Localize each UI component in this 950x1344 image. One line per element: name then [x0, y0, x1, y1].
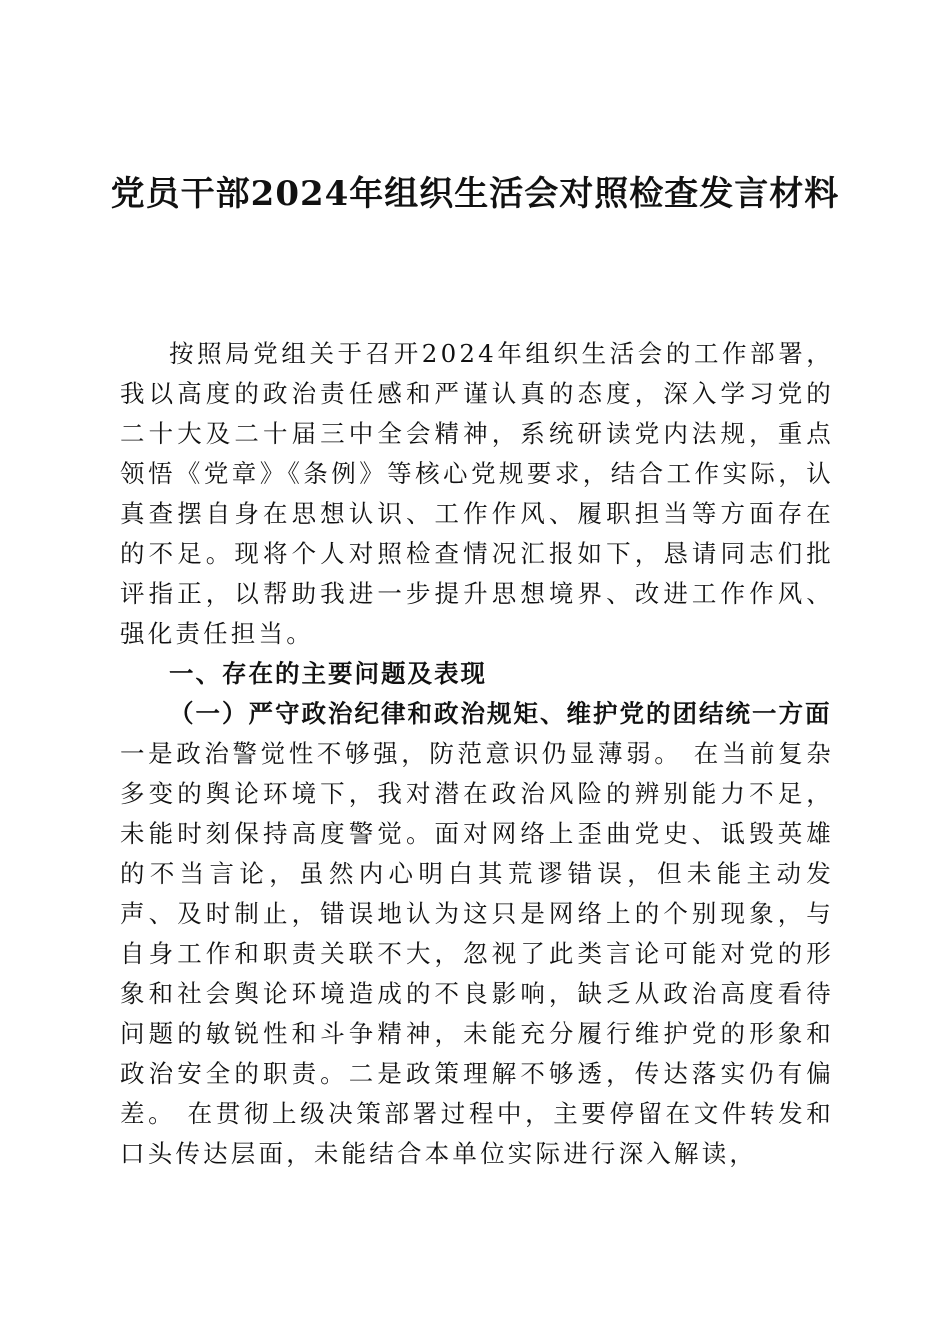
document-body: [120, 334, 834, 1174]
document-title: 党员干部2024年组织生活会对照检查发言材料: [110, 174, 840, 214]
subsection-paragraph: 一是政治警觉性不够强，防范意识仍显薄弱。 在当前复杂多变的舆论环境下，我对潜在政治风险的辨别能力不足，未能时刻保持高度警觉。面对网络上歪曲党史、诋毁英雄的不当言论，虽然内心明白其荒谬错误，但未能主动发声、及时制止，错误地认为这只是网络上的个别现象，与自身工作和职责关联不大，忽视了此类言论可能对党的形象和社会舆论环境造成的不良影响，缺乏从政治高度看待问题的敏锐性和斗争精神，未能充分履行维护党的形象和政治安全的职责。二是政策理解不够透，传达落实仍有偏差。 在贯彻上级决策部署过程中，主要停留在文件转发和口头传达层面，未能结合本单位实际进行深入解读，: [120, 739, 834, 1168]
subsection-heading: （一）严守政治纪律和政治规矩、维护党的团结统一方面: [169, 699, 832, 728]
section-heading: 一、存在的主要问题及表现: [169, 659, 487, 688]
intro-paragraph: 按照局党组关于召开2024年组织生活会的工作部署，我以高度的政治责任感和严谨认真的态度，深入学习党的二十大及二十届三中全会精神，系统研读党内法规，重点领悟《党章》《条例》等核心党规要求，结合工作实际，认真查摆自身在思想认识、工作作风、履职担当等方面存在的不足。现将个人对照检查情况汇报如下，恳请同志们批评指正，以帮助我进一步提升思想境界、改进工作作风、强化责任担当。: [120, 339, 834, 648]
